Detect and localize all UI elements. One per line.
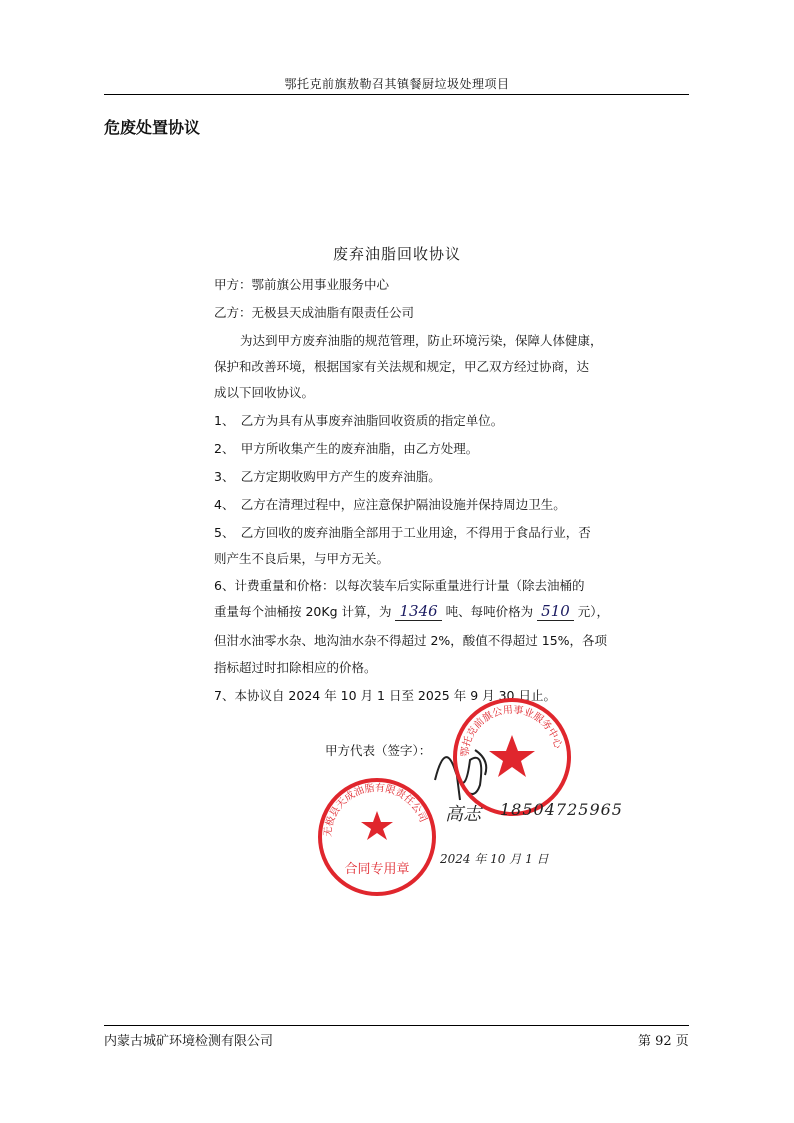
party-a-seal-text: 鄂托克前旗公用事业服务中心 [459, 704, 564, 758]
handwritten-price: 510 [537, 602, 574, 621]
clause-2: 2、 甲方所收集产生的废弃油脂，由乙方处理。 [214, 441, 479, 456]
signing-date: 2024 年 10 月 1 日 [440, 852, 549, 866]
footer-page-number: 第 92 页 [638, 1034, 689, 1049]
clause-6-text-a: 重量每个油桶按 20Kg 计算，为 [214, 604, 392, 619]
clause-6-line-1: 6、计费重量和价格：以每次装车后实际重量进行计量（除去油桶的 [214, 578, 585, 593]
intro-line-2: 保护和改善环境，根据国家有关法规和规定，甲乙双方经过协商，达 [214, 359, 590, 374]
clause-6-line-4: 指标超过时扣除相应的价格。 [214, 660, 377, 675]
clause-7: 7、本协议自 2024 年 10 月 1 日至 2025 年 9 月 30 日止。 [214, 688, 556, 703]
agreement-title: 废弃油脂回收协议 [332, 245, 461, 263]
footer-company: 内蒙古城矿环境检测有限公司 [104, 1034, 274, 1049]
party-b: 乙方：无极县天成油脂有限责任公司 [214, 305, 415, 320]
clause-3: 3、 乙方定期收购甲方产生的废弃油脂。 [214, 469, 441, 484]
clause-6-line-3: 但泔水油零水杂、地沟油水杂不得超过 2%，酸值不得超过 15%，各项 [214, 633, 608, 648]
footer-rule [104, 1025, 689, 1026]
clause-5-line-1: 5、 乙方回收的废弃油脂全部用于工业用途，不得用于食品行业，否 [214, 525, 591, 540]
party-a: 甲方：鄂前旗公用事业服务中心 [214, 277, 390, 292]
intro-line-1: 为达到甲方废弃油脂的规范管理，防止环境污染，保障人体健康， [240, 333, 603, 348]
representative-name: 高志 [445, 804, 481, 825]
clause-5-line-2: 则产生不良后果，与甲方无关。 [214, 551, 390, 566]
handwritten-quantity: 1346 [395, 602, 441, 621]
clause-6-text-b: 吨、每吨价格为 [445, 604, 534, 619]
party-b-seal-center: 合同专用章 [344, 862, 410, 877]
header-rule [104, 94, 689, 95]
clause-6-line-2 [214, 602, 609, 620]
clause-6-text-c: 元）， [577, 604, 610, 619]
party-a-sign-label: 甲方代表（签字）： [325, 743, 432, 758]
representative-phone: 18504725965 [500, 800, 623, 819]
party-b-contract-seal [315, 775, 440, 900]
clause-1: 1、 乙方为具有从事废弃油脂回收资质的指定单位。 [214, 413, 504, 428]
section-title: 危废处置协议 [104, 118, 201, 137]
clause-4: 4、 乙方在清理过程中，应注意保护隔油设施并保持周边卫生。 [214, 497, 566, 512]
page-header-title: 鄂托克前旗敖勒召其镇餐厨垃圾处理项目 [284, 77, 510, 91]
intro-line-3: 成以下回收协议。 [214, 385, 315, 400]
party-b-seal-text: 无极县天成油脂有限责任公司 [322, 782, 429, 838]
